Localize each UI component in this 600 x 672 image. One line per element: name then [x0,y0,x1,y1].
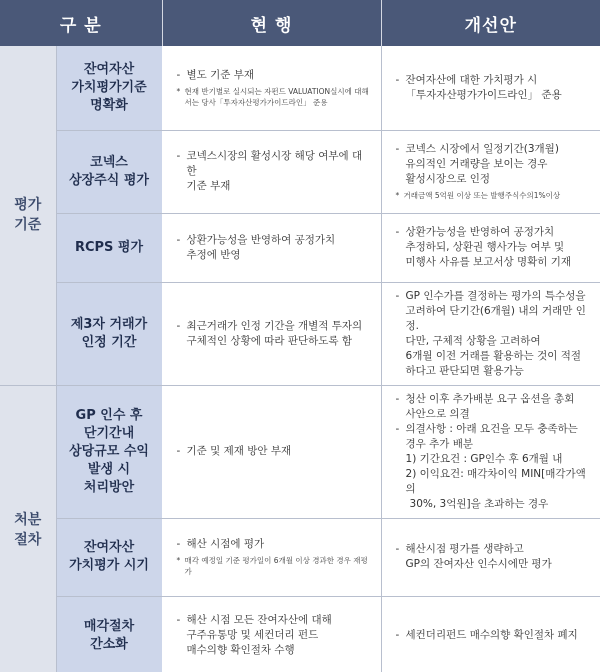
current-cell: - 최근거래가 인정 기간을 개별적 투자의 구체적인 상황에 따라 판단하도록 함 [162,282,381,385]
table-row [0,596,600,672]
row-item: GP 인수 후 단기간내 상당규모 수익 발생 시 처리방안 [56,385,162,518]
header-current: 현 행 [162,0,381,46]
improved-cell: - 잔여자산에 대한 가치평가 시 「투자자산평가가이드라인」 준용 [381,46,600,130]
improved-cell: - 청산 이후 추가배분 요구 옵션을 총회 사안으로 의결 - 의결사항 : 아래 요건을 모두 충족하는 경우 추가 배분 1) 기간요건 : GP인수 후 6개월 내 2) 이익요건: 매각차이익 MIN[매각가액의 30%, 3억원]을 초과하는 경우 [381,385,600,518]
current-cell: - 코넥스시장의 활성시장 해당 여부에 대한 기준 부재 [162,130,381,213]
table-row [0,46,600,130]
current-cell: - 기준 및 제재 방안 부재 [162,385,381,518]
improved-cell: - 해산시점 평가를 생략하고 GP의 잔여자산 인수시에만 평가 [381,518,600,596]
row-item: 코넥스 상장주식 평가 [56,130,162,213]
improved-cell: - 코넥스 시장에서 일정기간(3개월) 유의적인 거래량을 보이는 경우 활성시장으로 인정 * 거래금액 5억원 이상 또는 발행주식수의1%이상 [381,130,600,213]
header-category: 구 분 [0,0,162,46]
row-item: 매각절차 간소화 [56,596,162,672]
improved-cell: - 세컨더리펀드 매수의향 확인절차 폐지 [381,596,600,672]
row-item: RCPS 평가 [56,213,162,282]
table-row [0,518,600,596]
current-cell: - 해산 시점에 평가 * 매각 예정일 기준 평가일이 6개월 이상 경과한 경우 재평가 [162,518,381,596]
row-item: 잔여자산 가치평가기준 명확화 [56,46,162,130]
current-cell: - 상환가능성을 반영하여 공정가치 추정에 반영 [162,213,381,282]
table-row [0,213,600,282]
improved-cell: - 상환가능성을 반영하여 공정가치 추정하되, 상환권 행사가능 여부 및 미행사 사유를 보고서상 명확히 기재 [381,213,600,282]
table-row [0,282,600,385]
section-label-valuation: 평가 기준 [0,46,56,385]
current-cell: - 별도 기준 부재 * 현재 반기별로 실시되는 자펀드 VALUATION실시에 대해서는 당사「투자자산평가가이드라인」 준용 [162,46,381,130]
table-row [0,130,600,213]
row-item: 제3자 거래가 인정 기간 [56,282,162,385]
section-label-disposal: 처분 절차 [0,385,56,672]
table-row [0,385,600,518]
header-improved: 개선안 [381,0,600,46]
row-item: 잔여자산 가치평가 시기 [56,518,162,596]
improved-cell: - GP 인수가를 결정하는 평가의 특수성을 고려하여 단기간(6개월) 내의 거래만 인정. 다만, 구체적 상황을 고려하여 6개월 이전 거래를 활용하는 것이 적절 하다고 판단되면 활용가능 [381,282,600,385]
footnote: * 현재 반기별로 실시되는 자펀드 VALUATION실시에 대해서는 당사「투자자산평가가이드라인」 준용 [177,86,371,108]
footnote: * 매각 예정일 기준 평가일이 6개월 이상 경과한 경우 재평가 [177,555,371,577]
footnote: * 거래금액 5억원 이상 또는 발행주식수의1%이상 [396,190,591,201]
current-cell: - 해산 시점 모든 잔여자산에 대해 구주유통망 및 세컨더리 펀드 매수의향 확인절차 수행 [162,596,381,672]
table-header-row [0,0,600,46]
